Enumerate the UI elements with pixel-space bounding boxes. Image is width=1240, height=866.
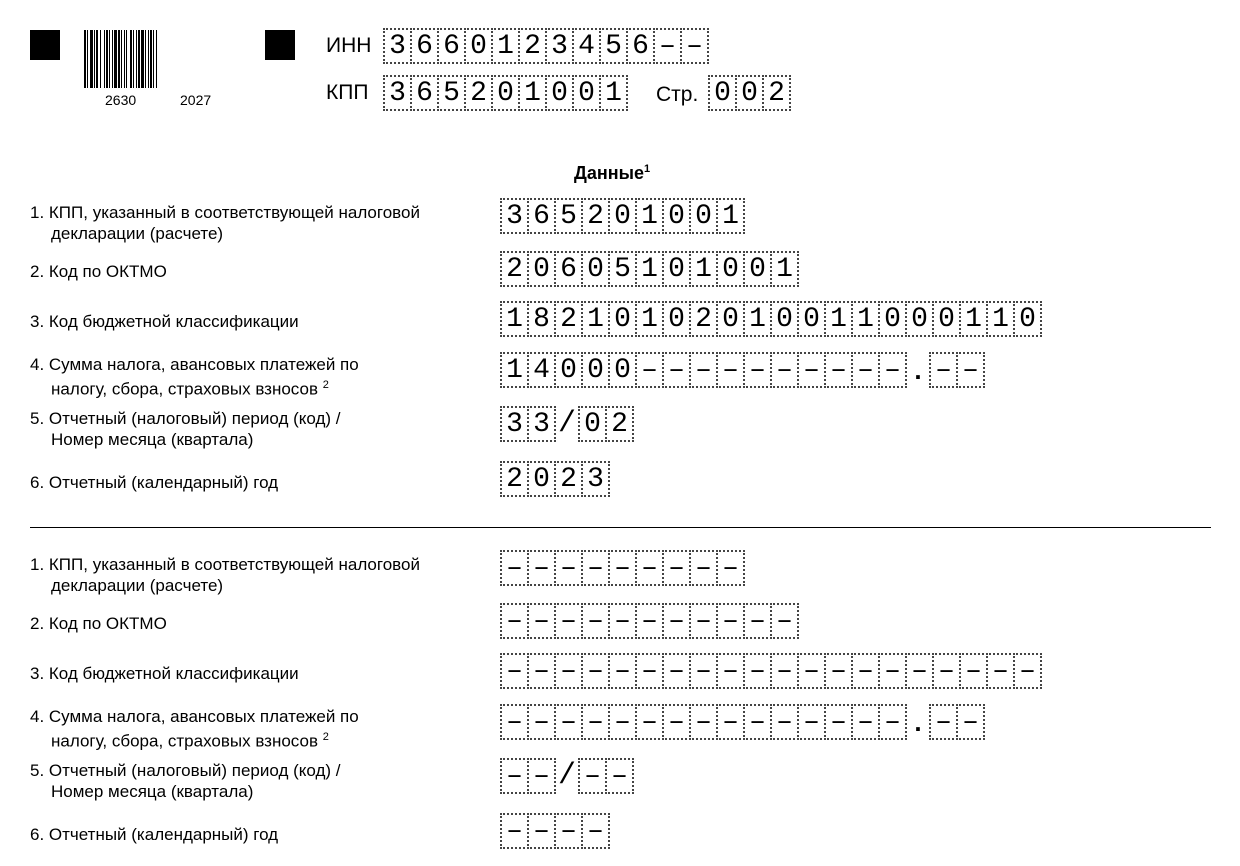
oktmo-cell[interactable]: – — [635, 603, 664, 639]
corner-marker-right — [265, 30, 295, 60]
sum-cell[interactable]: – — [770, 352, 799, 388]
decimal-point: . — [914, 355, 922, 385]
label-text: 5. Отчетный (налоговый) период (код) / — [30, 409, 341, 428]
sum-decimal-cell[interactable]: – — [929, 704, 958, 740]
header-digit-cell[interactable]: 6 — [626, 28, 655, 64]
header-digit-cell[interactable]: – — [680, 28, 709, 64]
kbk-cell[interactable]: – — [527, 653, 556, 689]
kbk-input[interactable] — [500, 653, 1042, 689]
kbk-cell[interactable]: 0 — [1013, 301, 1042, 337]
period-input[interactable] — [500, 758, 634, 794]
sum-cell[interactable]: – — [635, 352, 664, 388]
sum-cell[interactable]: – — [878, 352, 907, 388]
kpp-cell[interactable]: – — [662, 550, 691, 586]
kbk-cell[interactable]: – — [797, 653, 826, 689]
oktmo-input[interactable] — [500, 603, 799, 639]
label-text: 2. Код по ОКТМО — [30, 262, 167, 281]
header-digit-cell[interactable]: 1 — [518, 75, 547, 111]
oktmo-cell[interactable]: – — [554, 603, 583, 639]
header-digit-cell[interactable]: 3 — [383, 28, 412, 64]
year-cell[interactable]: – — [554, 813, 583, 849]
label-text: Номер месяца (квартала) — [51, 782, 254, 801]
oktmo-cell[interactable]: 0 — [581, 251, 610, 287]
label-text: 6. Отчетный (календарный) год — [30, 825, 279, 844]
header-digit-cell[interactable]: 2 — [464, 75, 493, 111]
header-digit-cell[interactable]: 0 — [708, 75, 737, 111]
section-title-text: Данные — [574, 163, 644, 183]
label-text: 3. Код бюджетной классификации — [30, 664, 299, 683]
kpp-row-label — [30, 554, 420, 596]
kbk-cell[interactable]: 2 — [554, 301, 583, 337]
kbk-cell[interactable]: – — [878, 653, 907, 689]
header-digit-cell[interactable]: 3 — [383, 75, 412, 111]
sum-cell[interactable]: – — [824, 352, 853, 388]
sum-cell[interactable]: 1 — [500, 352, 529, 388]
kbk-cell[interactable]: – — [1013, 653, 1042, 689]
kpp-cell[interactable]: 3 — [500, 198, 529, 234]
sum-cell[interactable]: 4 — [527, 352, 556, 388]
oktmo-cell[interactable]: – — [770, 603, 799, 639]
sum-cell[interactable]: – — [743, 352, 772, 388]
label-text: налогу, сбора, страховых взносов — [51, 731, 318, 751]
header-digit-cell[interactable]: 0 — [572, 75, 601, 111]
kbk-cell[interactable]: – — [662, 653, 691, 689]
kbk-cell[interactable]: – — [635, 653, 664, 689]
sum-cell[interactable]: – — [635, 704, 664, 740]
sum-cell[interactable]: – — [689, 704, 718, 740]
kpp-cell[interactable]: 0 — [608, 198, 637, 234]
sum-cell[interactable]: – — [554, 704, 583, 740]
year-row-label — [30, 472, 278, 493]
oktmo-cell[interactable]: – — [689, 603, 718, 639]
kbk-cell[interactable]: 1 — [743, 301, 772, 337]
kbk-cell[interactable]: 1 — [581, 301, 610, 337]
sum-cell[interactable]: – — [824, 704, 853, 740]
period-month-cell[interactable]: – — [578, 758, 607, 794]
header-digit-cell[interactable]: 1 — [491, 28, 520, 64]
kbk-cell[interactable]: 0 — [932, 301, 961, 337]
sum-cell[interactable]: – — [743, 704, 772, 740]
kbk-cell[interactable]: 1 — [635, 301, 664, 337]
year-cell[interactable]: – — [500, 813, 529, 849]
sum-cell[interactable]: – — [689, 352, 718, 388]
sum-cell[interactable]: – — [662, 704, 691, 740]
label-text: 6. Отчетный (календарный) год — [30, 473, 279, 492]
kpp-cell[interactable]: – — [608, 550, 637, 586]
inn-label: ИНН — [326, 34, 372, 57]
header-digit-cell[interactable]: 1 — [599, 75, 628, 111]
sum-cell[interactable]: – — [716, 352, 745, 388]
kbk-cell[interactable]: – — [716, 653, 745, 689]
sum-cell[interactable]: – — [770, 704, 799, 740]
label-text: 3. Код бюджетной классификации — [30, 312, 299, 331]
kpp-input[interactable] — [500, 550, 745, 586]
oktmo-cell[interactable]: 1 — [770, 251, 799, 287]
header-digit-cell[interactable]: 3 — [545, 28, 574, 64]
barcode-icon — [84, 30, 242, 94]
kpp-cell[interactable]: 1 — [635, 198, 664, 234]
period-month-cell[interactable]: 0 — [578, 406, 607, 442]
label-text: налогу, сбора, страховых взносов — [51, 379, 318, 399]
kpp-cell[interactable]: – — [581, 550, 610, 586]
kpp-field[interactable] — [383, 75, 628, 111]
kpp-cell[interactable]: – — [716, 550, 745, 586]
sum-cell[interactable]: – — [716, 704, 745, 740]
oktmo-cell[interactable]: – — [608, 603, 637, 639]
year-row-label — [30, 824, 278, 845]
label-text: 2. Код по ОКТМО — [30, 614, 167, 633]
header-digit-cell[interactable]: 5 — [599, 28, 628, 64]
kbk-cell[interactable]: 8 — [527, 301, 556, 337]
sum-row-label — [30, 354, 359, 400]
section-divider — [30, 527, 1211, 528]
oktmo-row-label — [30, 613, 167, 634]
oktmo-cell[interactable]: 2 — [500, 251, 529, 287]
header-digit-cell[interactable]: 0 — [491, 75, 520, 111]
period-code-cell[interactable]: – — [500, 758, 529, 794]
header-digit-cell[interactable]: 5 — [437, 75, 466, 111]
kbk-cell[interactable]: 0 — [608, 301, 637, 337]
oktmo-cell[interactable]: 0 — [743, 251, 772, 287]
sum-cell[interactable]: 0 — [554, 352, 583, 388]
kpp-cell[interactable]: 0 — [689, 198, 718, 234]
period-code-cell[interactable]: 3 — [527, 406, 556, 442]
kbk-cell[interactable]: 1 — [500, 301, 529, 337]
page-number-field[interactable] — [708, 75, 791, 111]
header-digit-cell[interactable]: 4 — [572, 28, 601, 64]
year-cell[interactable]: – — [527, 813, 556, 849]
oktmo-row-label — [30, 261, 167, 282]
oktmo-cell[interactable]: – — [716, 603, 745, 639]
kbk-cell[interactable]: 0 — [770, 301, 799, 337]
header-digit-cell[interactable]: 0 — [464, 28, 493, 64]
page-label: Стр. — [656, 83, 699, 106]
oktmo-cell[interactable]: 1 — [635, 251, 664, 287]
header-digit-cell[interactable]: 2 — [762, 75, 791, 111]
kbk-cell[interactable]: 0 — [662, 301, 691, 337]
period-month-cell[interactable]: – — [605, 758, 634, 794]
sum-cell[interactable]: – — [797, 704, 826, 740]
oktmo-cell[interactable]: – — [500, 603, 529, 639]
kbk-cell[interactable]: – — [824, 653, 853, 689]
header-digit-cell[interactable]: 6 — [410, 28, 439, 64]
kbk-cell[interactable]: 0 — [797, 301, 826, 337]
label-text: декларации (расчете) — [51, 224, 224, 243]
period-code-cell[interactable]: – — [527, 758, 556, 794]
oktmo-cell[interactable]: 5 — [608, 251, 637, 287]
label-text: 1. КПП, указанный в соответствующей налоговой — [30, 203, 420, 222]
kbk-cell[interactable]: – — [554, 653, 583, 689]
kpp-cell[interactable]: – — [635, 550, 664, 586]
label-text: 1. КПП, указанный в соответствующей налоговой — [30, 555, 420, 574]
header-digit-cell[interactable]: – — [653, 28, 682, 64]
kpp-cell[interactable]: – — [554, 550, 583, 586]
year-cell[interactable]: 2 — [554, 461, 583, 497]
oktmo-input[interactable] — [500, 251, 799, 287]
kpp-input[interactable] — [500, 198, 745, 234]
label-text: Номер месяца (квартала) — [51, 430, 254, 449]
kbk-cell[interactable]: 1 — [824, 301, 853, 337]
kbk-cell[interactable]: – — [743, 653, 772, 689]
footnote-marker: 2 — [322, 731, 329, 743]
kpp-row-label — [30, 202, 420, 244]
oktmo-cell[interactable]: – — [581, 603, 610, 639]
period-separator: / — [557, 759, 576, 793]
oktmo-cell[interactable]: 0 — [716, 251, 745, 287]
kbk-cell[interactable]: – — [959, 653, 988, 689]
header-digit-cell[interactable]: 2 — [518, 28, 547, 64]
period-separator: / — [557, 407, 576, 441]
barcode-number-left: 2630 — [105, 92, 137, 108]
corner-marker-left — [30, 30, 60, 60]
kbk-cell[interactable]: 1 — [851, 301, 880, 337]
kbk-cell[interactable]: – — [581, 653, 610, 689]
kbk-cell[interactable]: – — [770, 653, 799, 689]
kbk-cell[interactable]: – — [851, 653, 880, 689]
header-digit-cell[interactable]: 0 — [735, 75, 764, 111]
kpp-cell[interactable]: 2 — [581, 198, 610, 234]
kbk-cell[interactable]: – — [905, 653, 934, 689]
kpp-cell[interactable]: – — [689, 550, 718, 586]
period-row-label — [30, 408, 340, 450]
kbk-cell[interactable]: 2 — [689, 301, 718, 337]
sum-decimal-cell[interactable]: – — [929, 352, 958, 388]
sum-cell[interactable]: – — [851, 704, 880, 740]
sum-cell[interactable]: 0 — [608, 352, 637, 388]
sum-decimal-cell[interactable]: – — [956, 352, 985, 388]
kbk-cell[interactable]: 0 — [905, 301, 934, 337]
kpp-label: КПП — [326, 81, 369, 104]
section-title — [574, 163, 650, 184]
header-digit-cell[interactable]: 0 — [545, 75, 574, 111]
label-text: декларации (расчете) — [51, 576, 224, 595]
kpp-cell[interactable]: – — [527, 550, 556, 586]
kbk-cell[interactable]: – — [500, 653, 529, 689]
sum-decimal-cell[interactable]: – — [956, 704, 985, 740]
year-cell[interactable]: 2 — [500, 461, 529, 497]
oktmo-cell[interactable]: 0 — [662, 251, 691, 287]
year-cell[interactable]: 0 — [527, 461, 556, 497]
label-text: 5. Отчетный (налоговый) период (код) / — [30, 761, 341, 780]
period-code-cell[interactable]: 3 — [500, 406, 529, 442]
oktmo-cell[interactable]: – — [743, 603, 772, 639]
kpp-cell[interactable]: 6 — [527, 198, 556, 234]
header-digit-cell[interactable]: 6 — [410, 75, 439, 111]
header-digit-cell[interactable]: 6 — [437, 28, 466, 64]
barcode-number-right: 2027 — [180, 92, 212, 108]
year-cell[interactable]: – — [581, 813, 610, 849]
kbk-cell[interactable]: 0 — [878, 301, 907, 337]
oktmo-cell[interactable]: – — [662, 603, 691, 639]
sum-row-label — [30, 706, 359, 752]
footnote-marker: 2 — [322, 379, 329, 391]
kbk-cell[interactable]: – — [689, 653, 718, 689]
sum-cell[interactable]: – — [797, 352, 826, 388]
sum-cell[interactable]: – — [581, 704, 610, 740]
period-input[interactable] — [500, 406, 634, 442]
sum-cell[interactable]: – — [878, 704, 907, 740]
sum-cell[interactable]: – — [500, 704, 529, 740]
kbk-cell[interactable]: – — [932, 653, 961, 689]
label-text: 4. Сумма налога, авансовых платежей по — [30, 707, 359, 726]
kpp-cell[interactable]: 1 — [716, 198, 745, 234]
year-cell[interactable]: 3 — [581, 461, 610, 497]
period-month-cell[interactable]: 2 — [605, 406, 634, 442]
kpp-cell[interactable]: – — [500, 550, 529, 586]
period-row-label — [30, 760, 340, 802]
kpp-cell[interactable]: 5 — [554, 198, 583, 234]
kbk-cell[interactable]: 1 — [959, 301, 988, 337]
oktmo-cell[interactable]: 0 — [527, 251, 556, 287]
sum-cell[interactable]: – — [608, 704, 637, 740]
kbk-cell[interactable]: – — [608, 653, 637, 689]
year-input[interactable] — [500, 461, 610, 497]
sum-cell[interactable]: – — [527, 704, 556, 740]
decimal-point: . — [914, 707, 922, 737]
sum-cell[interactable]: – — [662, 352, 691, 388]
kbk-input[interactable] — [500, 301, 1042, 337]
oktmo-cell[interactable]: 1 — [689, 251, 718, 287]
kbk-cell[interactable]: – — [986, 653, 1015, 689]
label-text: 4. Сумма налога, авансовых платежей по — [30, 355, 359, 374]
kbk-cell[interactable]: 0 — [716, 301, 745, 337]
kbk-row-label — [30, 311, 299, 332]
oktmo-cell[interactable]: 6 — [554, 251, 583, 287]
kpp-cell[interactable]: 0 — [662, 198, 691, 234]
year-input[interactable] — [500, 813, 610, 849]
footnote-marker: 1 — [643, 163, 651, 175]
sum-cell[interactable]: 0 — [581, 352, 610, 388]
inn-field[interactable] — [383, 28, 709, 64]
kbk-cell[interactable]: 1 — [986, 301, 1015, 337]
oktmo-cell[interactable]: – — [527, 603, 556, 639]
sum-input[interactable] — [500, 704, 985, 740]
sum-cell[interactable]: – — [851, 352, 880, 388]
sum-input[interactable] — [500, 352, 985, 388]
kbk-row-label — [30, 663, 299, 684]
